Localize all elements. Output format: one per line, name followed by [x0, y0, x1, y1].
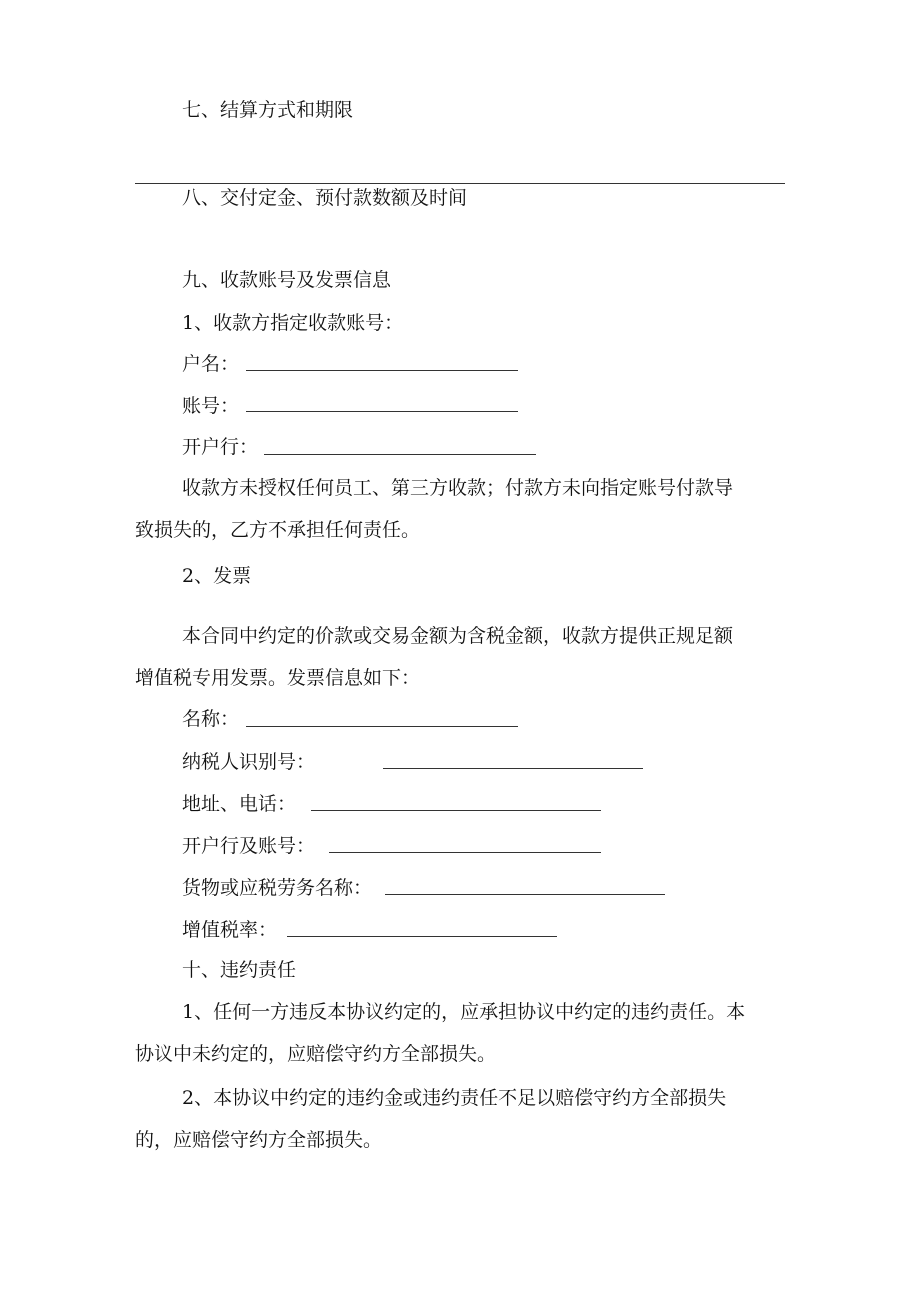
bank-blank[interactable]	[264, 454, 536, 455]
vat-rate-label: 增值税率：	[182, 919, 278, 941]
section-10-heading: 十、违约责任	[182, 959, 297, 981]
liability-item-2-line-1: 2、本协议中约定的违约金或违约责任不足以赔偿守约方全部损失	[182, 1087, 727, 1109]
invoice-title: 2、发票	[182, 565, 252, 587]
notice-line-2: 致损失的，乙方不承担任何责任。	[135, 519, 421, 541]
liability-item-2-line-2: 的，应赔偿守约方全部损失。	[135, 1129, 383, 1151]
liability-item-1-line-1: 1、任何一方违反本协议约定的，应承担协议中约定的违约责任。本	[182, 1001, 746, 1023]
notice-line-1: 收款方未授权任何员工、第三方收款；付款方未向指定账号付款导	[182, 477, 734, 499]
section-8-heading: 八、交付定金、预付款数额及时间	[182, 187, 468, 209]
bank-account-label: 开户行及账号：	[182, 835, 316, 857]
account-name-label: 户名：	[182, 353, 240, 375]
invoice-para-line-1: 本合同中约定的价款或交易金额为含税金额，收款方提供正规足额	[182, 625, 734, 647]
section-7-heading: 七、结算方式和期限	[182, 99, 354, 121]
account-name-blank[interactable]	[246, 370, 518, 371]
goods-label: 货物或应税劳务名称：	[182, 877, 373, 899]
account-number-blank[interactable]	[246, 411, 518, 412]
account-number-label: 账号：	[182, 395, 240, 417]
vat-rate-blank[interactable]	[287, 936, 557, 937]
address-phone-blank[interactable]	[311, 810, 601, 811]
section-9-heading: 九、收款账号及发票信息	[182, 269, 392, 291]
taxpayer-id-label: 纳税人识别号：	[182, 751, 316, 773]
invoice-para-line-2: 增值税专用发票。发票信息如下：	[135, 667, 421, 689]
address-phone-label: 地址、电话：	[182, 793, 297, 815]
bank-label: 开户行：	[182, 436, 259, 458]
invoice-name-blank[interactable]	[246, 726, 518, 727]
horizontal-rule	[135, 183, 785, 184]
bank-account-blank[interactable]	[329, 852, 601, 853]
invoice-name-label: 名称：	[182, 708, 240, 730]
liability-item-1-line-2: 协议中未约定的，应赔偿守约方全部损失。	[135, 1043, 497, 1065]
taxpayer-id-blank[interactable]	[383, 768, 643, 769]
account-title: 1、收款方指定收款账号：	[182, 312, 404, 334]
goods-blank[interactable]	[385, 894, 665, 895]
